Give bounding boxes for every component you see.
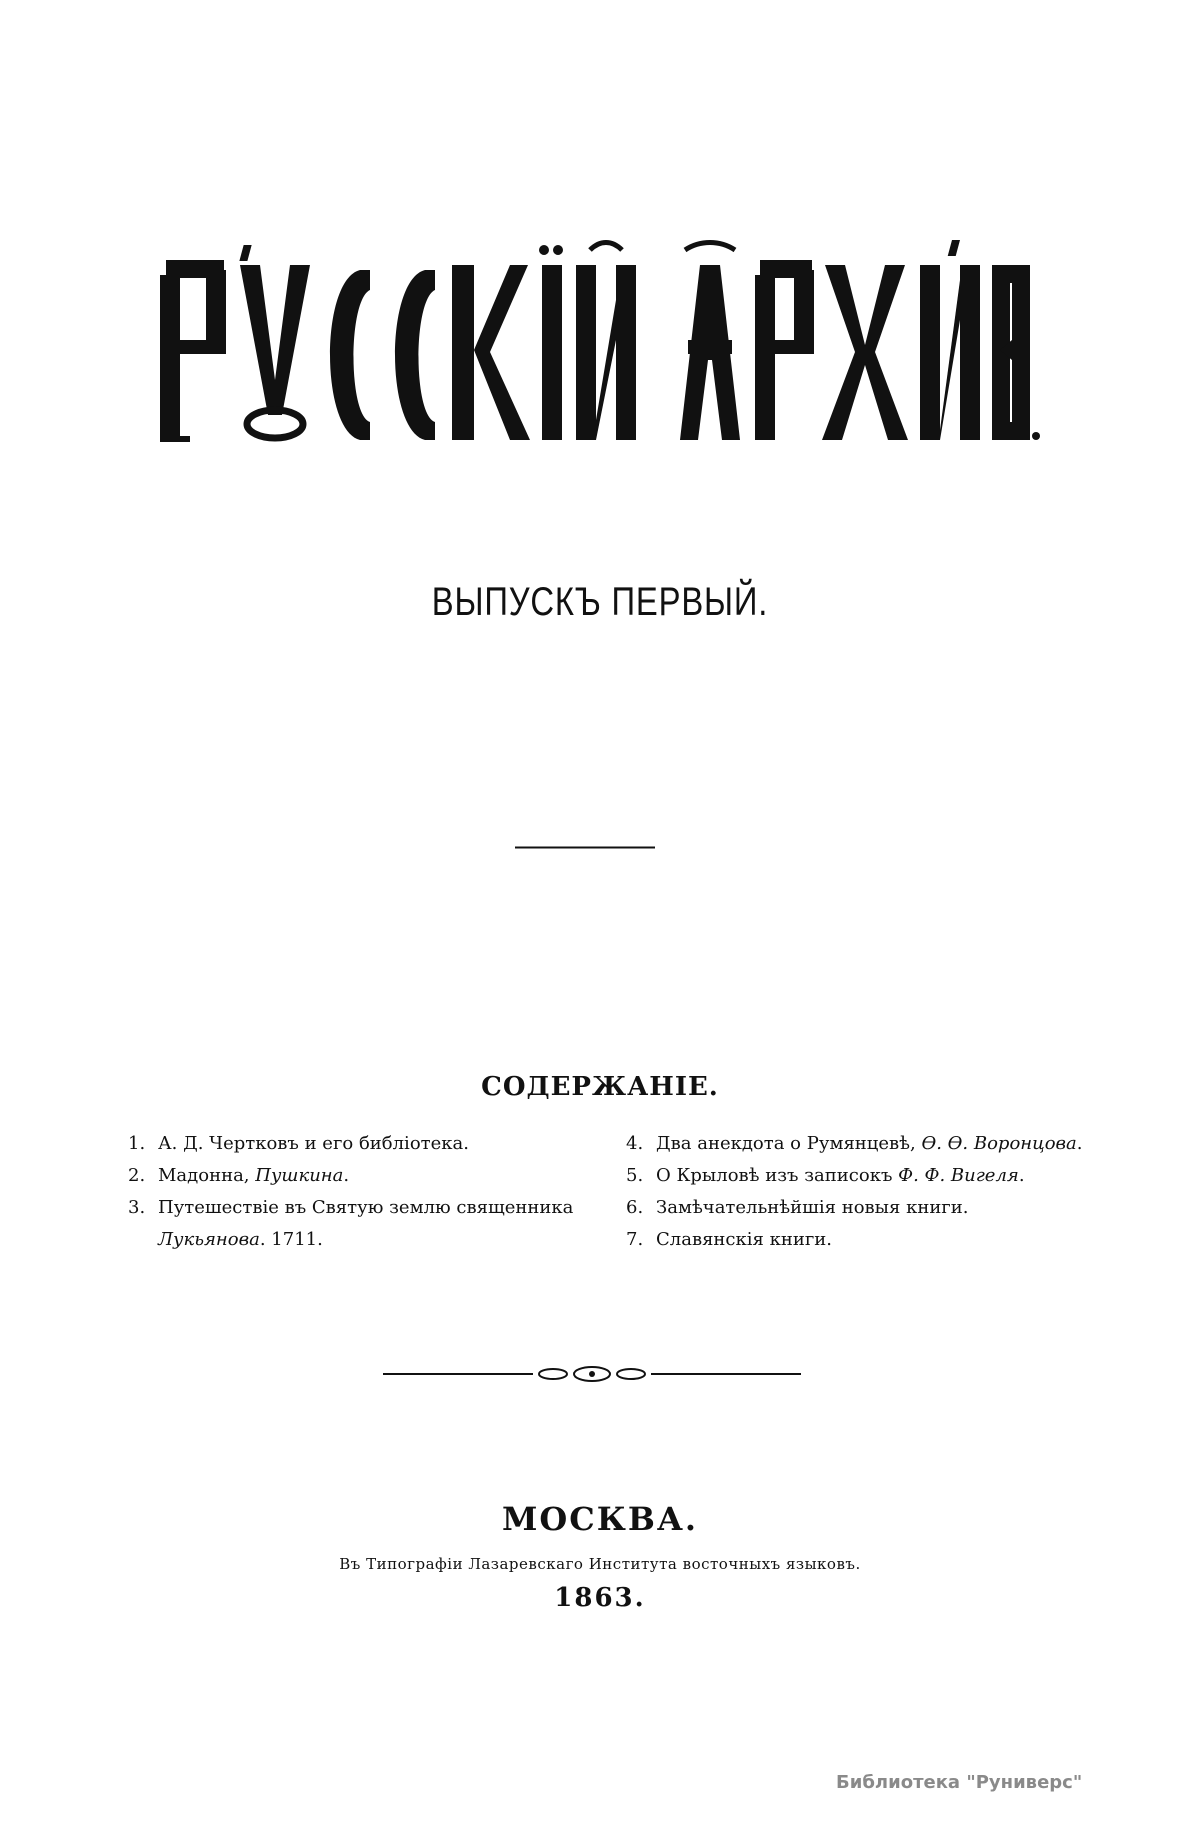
contents-item-author: Ф. Ф. Вигеля xyxy=(898,1165,1019,1186)
imprint-city: МОСКВА. xyxy=(501,1500,699,1538)
contents-item-text: . xyxy=(343,1165,350,1186)
library-watermark: Библиотека "Руниверс" xyxy=(836,1772,1083,1793)
divider-rule xyxy=(515,846,655,849)
contents-item-number: 6. xyxy=(626,1197,644,1218)
contents-item-number: 7. xyxy=(626,1229,644,1250)
contents-item-text: Путешествіе въ Святую землю священника xyxy=(158,1197,574,1218)
contents-item-text: . xyxy=(1018,1165,1025,1186)
contents-item-number: 5. xyxy=(626,1165,644,1186)
ornamental-divider xyxy=(383,1362,801,1386)
contents-item-text: . xyxy=(1076,1133,1083,1154)
contents-item-text: А. Д. Чертковъ и его библіотека. xyxy=(158,1133,469,1154)
contents-list-right xyxy=(626,1128,1086,1256)
contents-item-number: 3. xyxy=(128,1197,146,1218)
imprint-printer: Въ Типографіи Лазаревскаго Института восточныхъ языковъ. xyxy=(339,1555,861,1573)
contents-item-text: Два анекдота о Румянцевѣ, xyxy=(656,1133,922,1154)
contents-item-text: Замѣчательнѣйшія новыя книги. xyxy=(656,1197,969,1218)
contents-item-text: . 1711. xyxy=(259,1229,323,1250)
journal-title xyxy=(160,240,1040,470)
contents-heading: СОДЕРЖАНІЕ. xyxy=(481,1072,719,1102)
contents-item-text: Мадонна, xyxy=(158,1165,256,1186)
contents-list-left xyxy=(128,1128,598,1256)
contents-item-author: Пушкина xyxy=(255,1165,344,1186)
contents-item-author: Лукьянова xyxy=(158,1229,260,1250)
issue-label: ВЫПУСКЪ ПЕРВЫЙ. xyxy=(431,580,769,624)
contents-item-number: 4. xyxy=(626,1133,644,1154)
imprint-year: 1863. xyxy=(554,1583,646,1613)
contents-item xyxy=(626,1160,1086,1192)
contents-item-text: Славянскія книги. xyxy=(656,1229,832,1250)
contents-item xyxy=(128,1160,598,1192)
contents-item xyxy=(626,1192,1086,1224)
contents-item xyxy=(626,1128,1086,1160)
contents-item-number: 2. xyxy=(128,1165,146,1186)
contents-item xyxy=(128,1192,598,1256)
contents-item-text: О Крыловѣ изъ записокъ xyxy=(656,1165,899,1186)
contents-item xyxy=(626,1224,1086,1256)
title-lettering xyxy=(160,240,1040,470)
contents-item-number: 1. xyxy=(128,1133,146,1154)
contents-item-author: Ѳ. Ѳ. Воронцова xyxy=(921,1133,1077,1154)
contents-item xyxy=(128,1128,598,1160)
